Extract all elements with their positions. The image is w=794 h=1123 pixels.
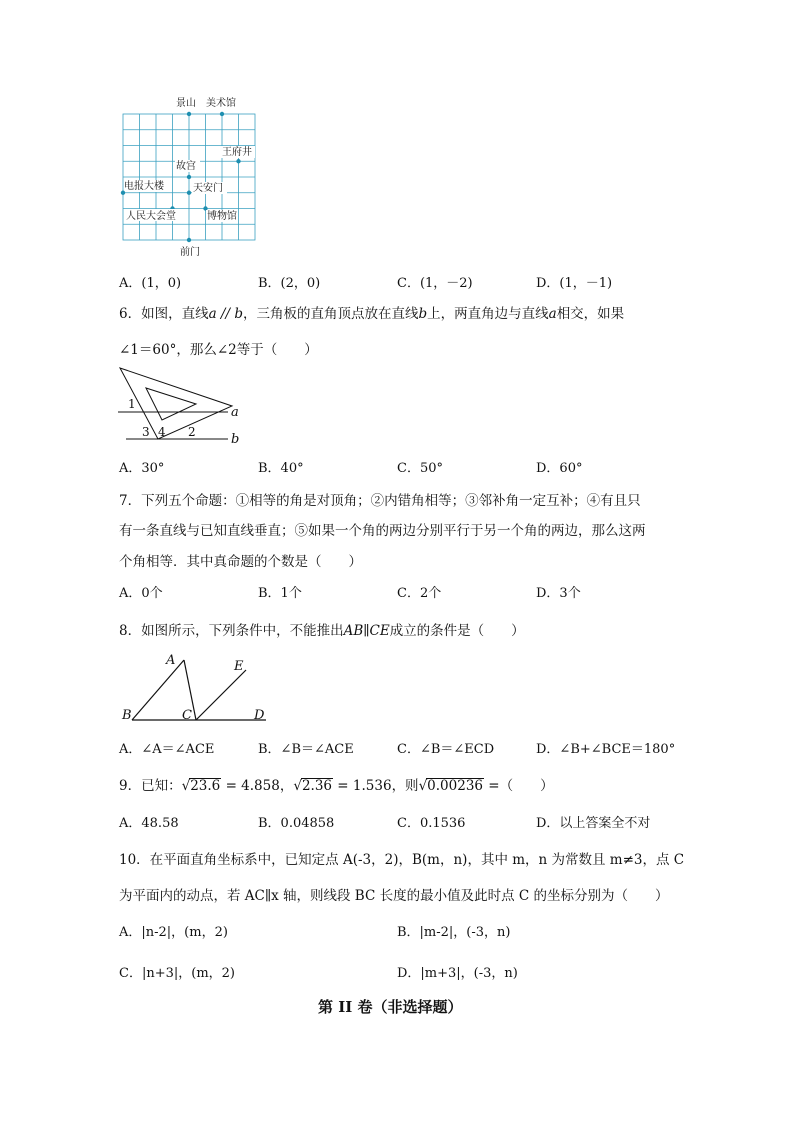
q7-stem-line3: 个角相等．其中真命题的个数是（ ） bbox=[119, 554, 362, 570]
sqrt-0-00236: 0.00236 bbox=[427, 778, 483, 794]
label-gugong: 故宫 bbox=[176, 161, 196, 172]
q5-option-d: D．(1，－1) bbox=[536, 276, 613, 291]
q6-option-b: B．40° bbox=[258, 461, 304, 476]
q6-option-a: A．30° bbox=[119, 461, 165, 476]
q9-option-d: D．以上答案全不对 bbox=[536, 816, 651, 831]
label-dianbao: 电报大楼 bbox=[124, 181, 164, 192]
q10-option-a: A．|n-2|，(m，2) bbox=[119, 925, 228, 940]
point-gugong bbox=[187, 175, 191, 179]
q10-option-c: C．|n+3|，(m，2) bbox=[119, 966, 235, 981]
parallel-angle-figure bbox=[118, 648, 278, 728]
label-jingshan: 景山 bbox=[176, 98, 196, 109]
q8-stem: 8．如图所示，下列条件中，不能推出AB∥CE成立的条件是（ ） bbox=[119, 623, 525, 639]
q9-option-a: A．48.58 bbox=[119, 816, 179, 831]
q8-option-c: C．∠B＝∠ECD bbox=[397, 742, 495, 757]
point-c-label: C bbox=[182, 708, 192, 723]
segment-ce bbox=[196, 670, 246, 720]
angle-1-label: 1 bbox=[128, 397, 136, 411]
angle-2-label: 2 bbox=[188, 425, 196, 439]
label-wangfujing: 王府井 bbox=[222, 147, 252, 158]
q7-option-a: A．0个 bbox=[119, 586, 163, 601]
point-wangfujing bbox=[236, 159, 240, 163]
label-meishuguan: 美术馆 bbox=[206, 98, 236, 109]
q6-stem-line1: 6．如图，直线a // b，三角板的直角顶点放在直线b上，两直角边与直线a相交，如果 bbox=[119, 306, 625, 322]
q6-stem-line2: ∠1＝60°，那么∠2等于（ ） bbox=[119, 342, 318, 358]
map-grid-figure bbox=[110, 94, 270, 262]
label-qianmen: 前门 bbox=[180, 247, 200, 258]
q7-option-d: D．3个 bbox=[536, 586, 581, 601]
q10-stem-line2: 为平面内的动点，若 AC∥x 轴，则线段 BC 长度的最小值及此时点 C 的坐标分别为（ ） bbox=[119, 888, 669, 904]
q6-option-d: D．60° bbox=[536, 461, 583, 476]
q5-option-c: C．(1，－2) bbox=[397, 276, 473, 291]
q9-stem: 9．已知：√23.6 = 4.858，√2.36 = 1.536，则√0.00236 =（ ） bbox=[119, 778, 554, 794]
triangle-inner bbox=[146, 388, 196, 420]
section-title: 第 II 卷（非选择题） bbox=[318, 998, 463, 1016]
label-tiananmen: 天安门 bbox=[193, 183, 223, 194]
angle-4-label: 4 bbox=[158, 425, 166, 439]
angle-3-label: 3 bbox=[142, 425, 150, 439]
q8-option-a: A．∠A＝∠ACE bbox=[119, 742, 215, 757]
q5-option-a: A．(1，0) bbox=[119, 276, 182, 291]
segment-ba bbox=[132, 660, 184, 720]
triangle-ruler-figure bbox=[112, 362, 252, 448]
point-d-label: D bbox=[254, 708, 265, 723]
q8-option-d: D．∠B+∠BCE＝180° bbox=[536, 742, 676, 757]
sqrt-23-6: 23.6 bbox=[190, 778, 221, 794]
point-e-label: E bbox=[234, 659, 244, 674]
line-a-label: a bbox=[231, 405, 239, 420]
q10-option-d: D．|m+3|，(-3，n) bbox=[397, 966, 518, 981]
q6-option-c: C．50° bbox=[397, 461, 443, 476]
point-a-label: A bbox=[166, 653, 176, 668]
sqrt-2-36: 2.36 bbox=[301, 778, 332, 794]
point-qianmen bbox=[187, 238, 191, 242]
line-b-label: b bbox=[231, 432, 240, 447]
q10-option-b: B．|m-2|，(-3，n) bbox=[397, 925, 511, 940]
q5-option-b: B．(2，0) bbox=[258, 276, 321, 291]
q7-stem-line1: 7．下列五个命题：①相等的角是对顶角；②内错角相等；③邻补角一定互补；④有且只 bbox=[119, 493, 641, 509]
q8-option-b: B．∠B＝∠ACE bbox=[258, 742, 354, 757]
q7-option-b: B．1个 bbox=[258, 586, 302, 601]
point-meishuguan bbox=[220, 112, 224, 116]
triangle-outer bbox=[120, 368, 232, 439]
point-jingshan bbox=[187, 112, 191, 116]
q9-option-b: B．0.04858 bbox=[258, 816, 335, 831]
label-renda: 人民大会堂 bbox=[126, 211, 176, 222]
q10-stem-line1: 10．在平面直角坐标系中，已知定点 A(-3，2)，B(m，n)，其中 m，n 为常数且 m≠3，点 C bbox=[119, 852, 685, 868]
point-tiananmen bbox=[187, 191, 191, 195]
q9-option-c: C．0.1536 bbox=[397, 816, 466, 831]
point-b-label: B bbox=[122, 708, 132, 723]
q7-stem-line2: 有一条直线与已知直线垂直；⑤如果一个角的两边分别平行于另一个角的两边，那么这两 bbox=[119, 523, 646, 539]
q7-option-c: C．2个 bbox=[397, 586, 442, 601]
label-bowuguan: 博物馆 bbox=[207, 211, 237, 222]
